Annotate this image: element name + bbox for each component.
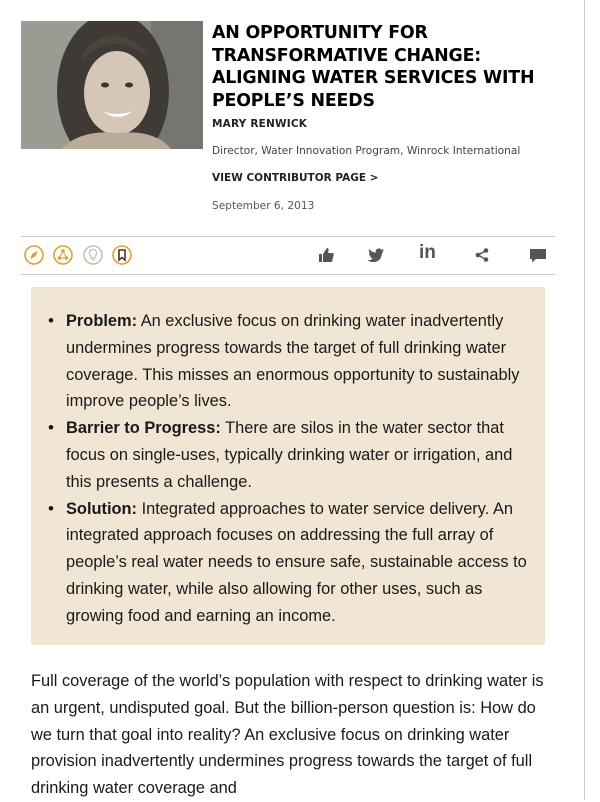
author-name: MARY RENWICK <box>212 118 308 130</box>
key-point-text: There are silos in the water sector that focus on single-uses, typically drinking water or irrigation, and this presents a challenge. <box>66 419 513 491</box>
network-icon[interactable] <box>52 244 74 266</box>
title-line: PEOPLE’S NEEDS <box>212 90 375 111</box>
key-point-item <box>31 415 545 495</box>
view-contributor-link[interactable]: VIEW CONTRIBUTOR PAGE > <box>212 172 379 184</box>
author-photo <box>21 21 203 149</box>
key-points-list <box>31 308 545 630</box>
lightbulb-icon[interactable] <box>82 244 104 266</box>
page-edge-divider <box>584 0 585 800</box>
title-line: ALIGNING WATER SERVICES WITH <box>212 68 535 88</box>
key-point-item <box>31 308 545 415</box>
article-title <box>212 22 572 112</box>
key-point-label: Problem: <box>66 312 138 330</box>
ribbon-icon[interactable] <box>111 244 133 266</box>
compass-icon[interactable] <box>23 244 45 266</box>
author-role: Director, Water Innovation Program, Winrock International <box>212 145 521 157</box>
key-point-label: Solution: <box>66 499 138 518</box>
linkedin-icon[interactable]: in <box>419 242 436 263</box>
key-point-text: Integrated approaches to water service delivery. An integrated approach focuses on addressing the full array of people’s real water needs to ensure safe, sustainable access to drinking water, while also allowing for other uses, such as growing food and earning an income. <box>66 499 527 625</box>
like-icon[interactable] <box>315 244 337 266</box>
share-icon[interactable] <box>471 244 493 266</box>
article-toolbar <box>21 236 555 275</box>
key-point-item <box>31 496 545 630</box>
key-point-label: Barrier to Progress: <box>66 419 221 438</box>
key-point-text: An exclusive focus on drinking water inadvertently undermines progress towards the target of full drinking water coverage. This misses an enormous opportunity to sustainably improve people’s lives. <box>66 312 520 411</box>
title-line: TRANSFORMATIVE CHANGE: <box>212 45 482 66</box>
comment-icon[interactable] <box>527 244 549 266</box>
publish-date: September 6, 2013 <box>212 200 315 212</box>
body-paragraph: Full coverage of the world’s population with respect to drinking water is an urgent, undisputed goal. But the billion-person question is: How do we turn that goal into reality? An exclusive focus on drinking water provision inadvertently undermines progress towards the target of full drinking water coverage and <box>31 672 544 798</box>
title-line: AN OPPORTUNITY FOR <box>212 23 428 43</box>
article-body <box>31 668 551 802</box>
key-points-box <box>31 287 545 645</box>
twitter-icon[interactable] <box>365 244 387 266</box>
